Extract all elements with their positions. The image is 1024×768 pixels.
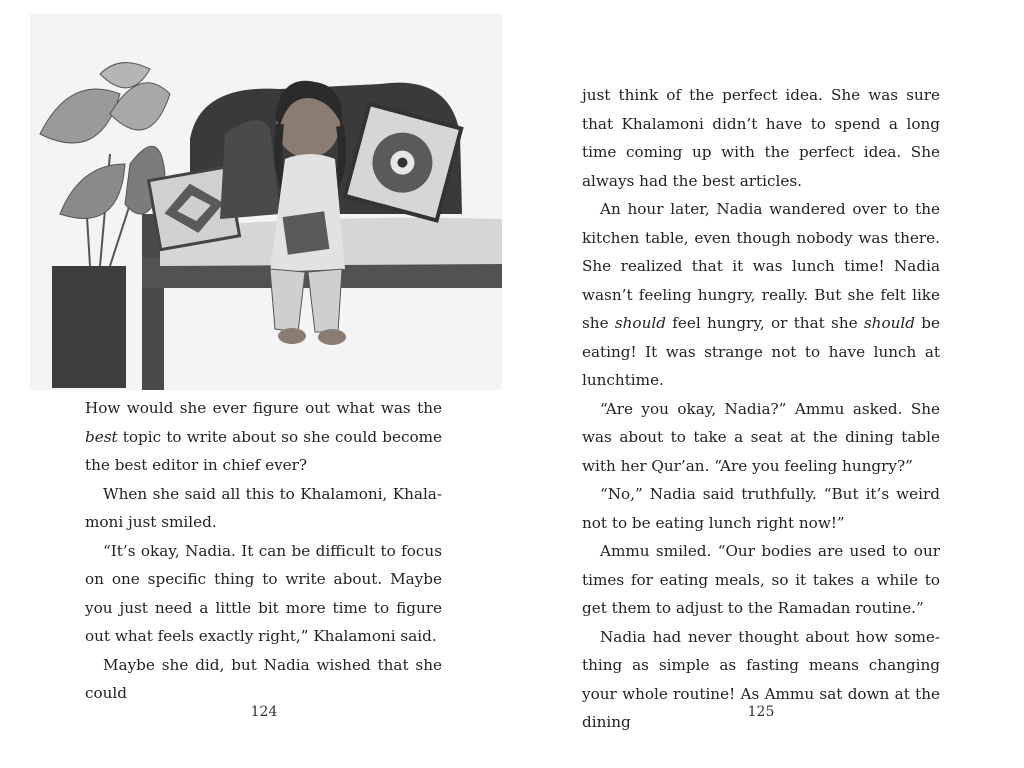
- paragraph-text: Ammu smiled. “Our bodies are used to our times for eating meals, so it takes a while to get them to adjust to the Ramadan routine.”: [582, 542, 940, 617]
- left-page-text: [85, 394, 442, 708]
- paragraph: [85, 537, 442, 651]
- paragraph-text: be eating! It was strange not to have lunch at lunchtime.: [582, 314, 940, 389]
- paragraph-text: “No,” Nadia said truthfully. “But it’s weird not to be eating lunch right now!”: [582, 485, 940, 532]
- italic-text: should: [614, 314, 666, 332]
- paragraph-text: How would she ever figure out what was the: [85, 399, 442, 417]
- italic-text: best: [85, 427, 118, 446]
- illustration-girl-reading-on-bed: [30, 14, 502, 390]
- paragraph: [582, 480, 940, 537]
- paragraph-text: just think of the perfect idea. She was sure that Khalamoni didn’t have to spend a long time coming up with the perfect idea. She always had the best articles.: [582, 86, 940, 190]
- paragraph: [85, 651, 442, 708]
- page-number: 125: [747, 704, 775, 720]
- paragraph-text: Maybe she did, but Nadia wished that she could: [85, 655, 442, 702]
- paragraph: [582, 195, 940, 395]
- paragraph-text: When she said all this to Khalamoni, Khalamoni just smiled.: [85, 484, 442, 531]
- paragraph: [85, 480, 442, 537]
- paragraph-text: “It’s okay, Nadia. It can be difficult to focus on one specific thing to write about. Maybe you just need a little bit more time to figure out what feels exactly right,” Khalamoni said.: [85, 541, 442, 645]
- paragraph-text: feel hungry, or that she: [665, 314, 864, 332]
- paragraph: [582, 81, 940, 195]
- paragraph-text: “Are you okay, Nadia?” Ammu asked. She was about to take a seat at the dining table with her Qur’an. “Are you feeling hungry?”: [582, 399, 940, 475]
- paragraph-text: An hour later, Nadia wandered over to the kitchen table, even though nobody was there. She realized that it was lunch time! Nadia wasn’t feeling hungry, really. But she felt like she: [582, 200, 940, 332]
- paragraph-text: topic to write about so she could become the best editor in chief ever?: [85, 427, 442, 474]
- paragraph: [582, 395, 940, 481]
- italic-text: should: [863, 314, 915, 332]
- page-number: 124: [250, 704, 278, 720]
- right-page-text: [582, 81, 940, 737]
- right-page: [512, 0, 1024, 768]
- paragraph: [85, 394, 442, 480]
- paragraph: [582, 537, 940, 623]
- paragraph-text: Nadia had never thought about how something as simple as fasting means changing your whole routine! As Ammu sat down at the dining: [582, 627, 940, 731]
